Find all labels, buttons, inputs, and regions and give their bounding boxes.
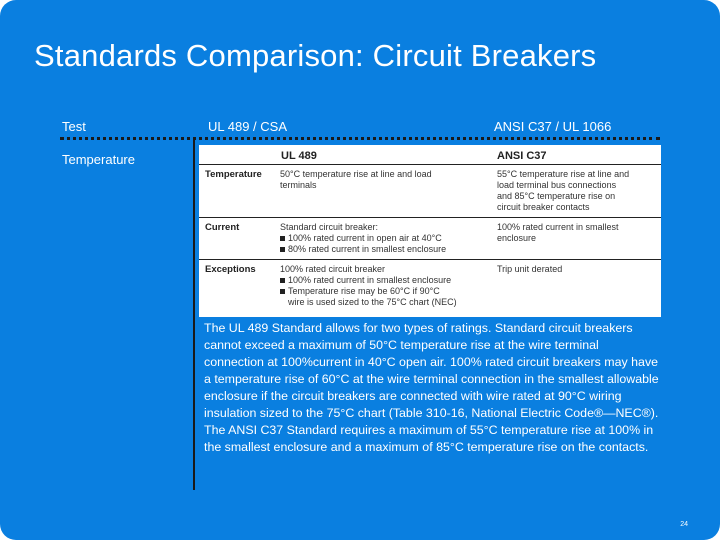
table-header-ansi: ANSI C37 (497, 150, 547, 162)
table-row-label: Exceptions (205, 264, 256, 275)
table-row-label: Current (205, 222, 240, 233)
row-label-temperature: Temperature (62, 152, 135, 167)
comparison-table-image (199, 145, 661, 317)
explanation-paragraph: The UL 489 Standard allows for two types of ratings. Standard circuit breakers cannot exceed a maximum of 50°C temperature rise at the wire terminal connection at 100%current in 40°C open air. 100% rated circuit breakers may have a temperature rise of 60°C at the wire terminal connection in the smallest allowable enclosure if the circuit breakers are connected with wire rated at 90°C wiring insulation sized to the 75°C chart (Table 310-16, National Electric Code®—NEC®). The ANSI C37 Standard requires a maximum of 55°C temperature rise at 100% in the smallest enclosure and a maximum of 85°C temperature rise on the contacts. (204, 321, 659, 454)
table-cell: 100% rated circuit breaker 100% rated current in smallest enclosure Temperature rise may be 60°C if 90°C wire is used sized to the 75°C chart (NEC) (280, 264, 457, 307)
table-cell: 100% rated current in smallest enclosure (497, 222, 619, 243)
table-row-label: Temperature (205, 169, 262, 180)
table-header-ul489: UL 489 (281, 150, 317, 162)
table-cell: 50°C temperature rise at line and load terminals (280, 169, 432, 190)
table-rule (199, 259, 661, 260)
table-rule (199, 217, 661, 218)
table-rule (199, 164, 661, 165)
column-divider (193, 137, 195, 490)
page-number: 24 (680, 521, 688, 528)
table-cell: 55°C temperature rise at line and load terminal bus connections and 85°C temperature rise on circuit breaker contacts (497, 169, 630, 212)
column-header-test: Test (62, 119, 86, 134)
header-divider (60, 137, 660, 140)
table-cell: Trip unit derated (497, 264, 563, 274)
column-header-ansi: ANSI C37 / UL 1066 (494, 119, 612, 134)
column-header-ul489-csa: UL 489 / CSA (208, 119, 288, 134)
table-cell: Standard circuit breaker: 100% rated current in open air at 40°C 80% rated current in smallest enclosure (280, 222, 447, 254)
slide-title: Standards Comparison: Circuit Breakers (34, 38, 597, 73)
